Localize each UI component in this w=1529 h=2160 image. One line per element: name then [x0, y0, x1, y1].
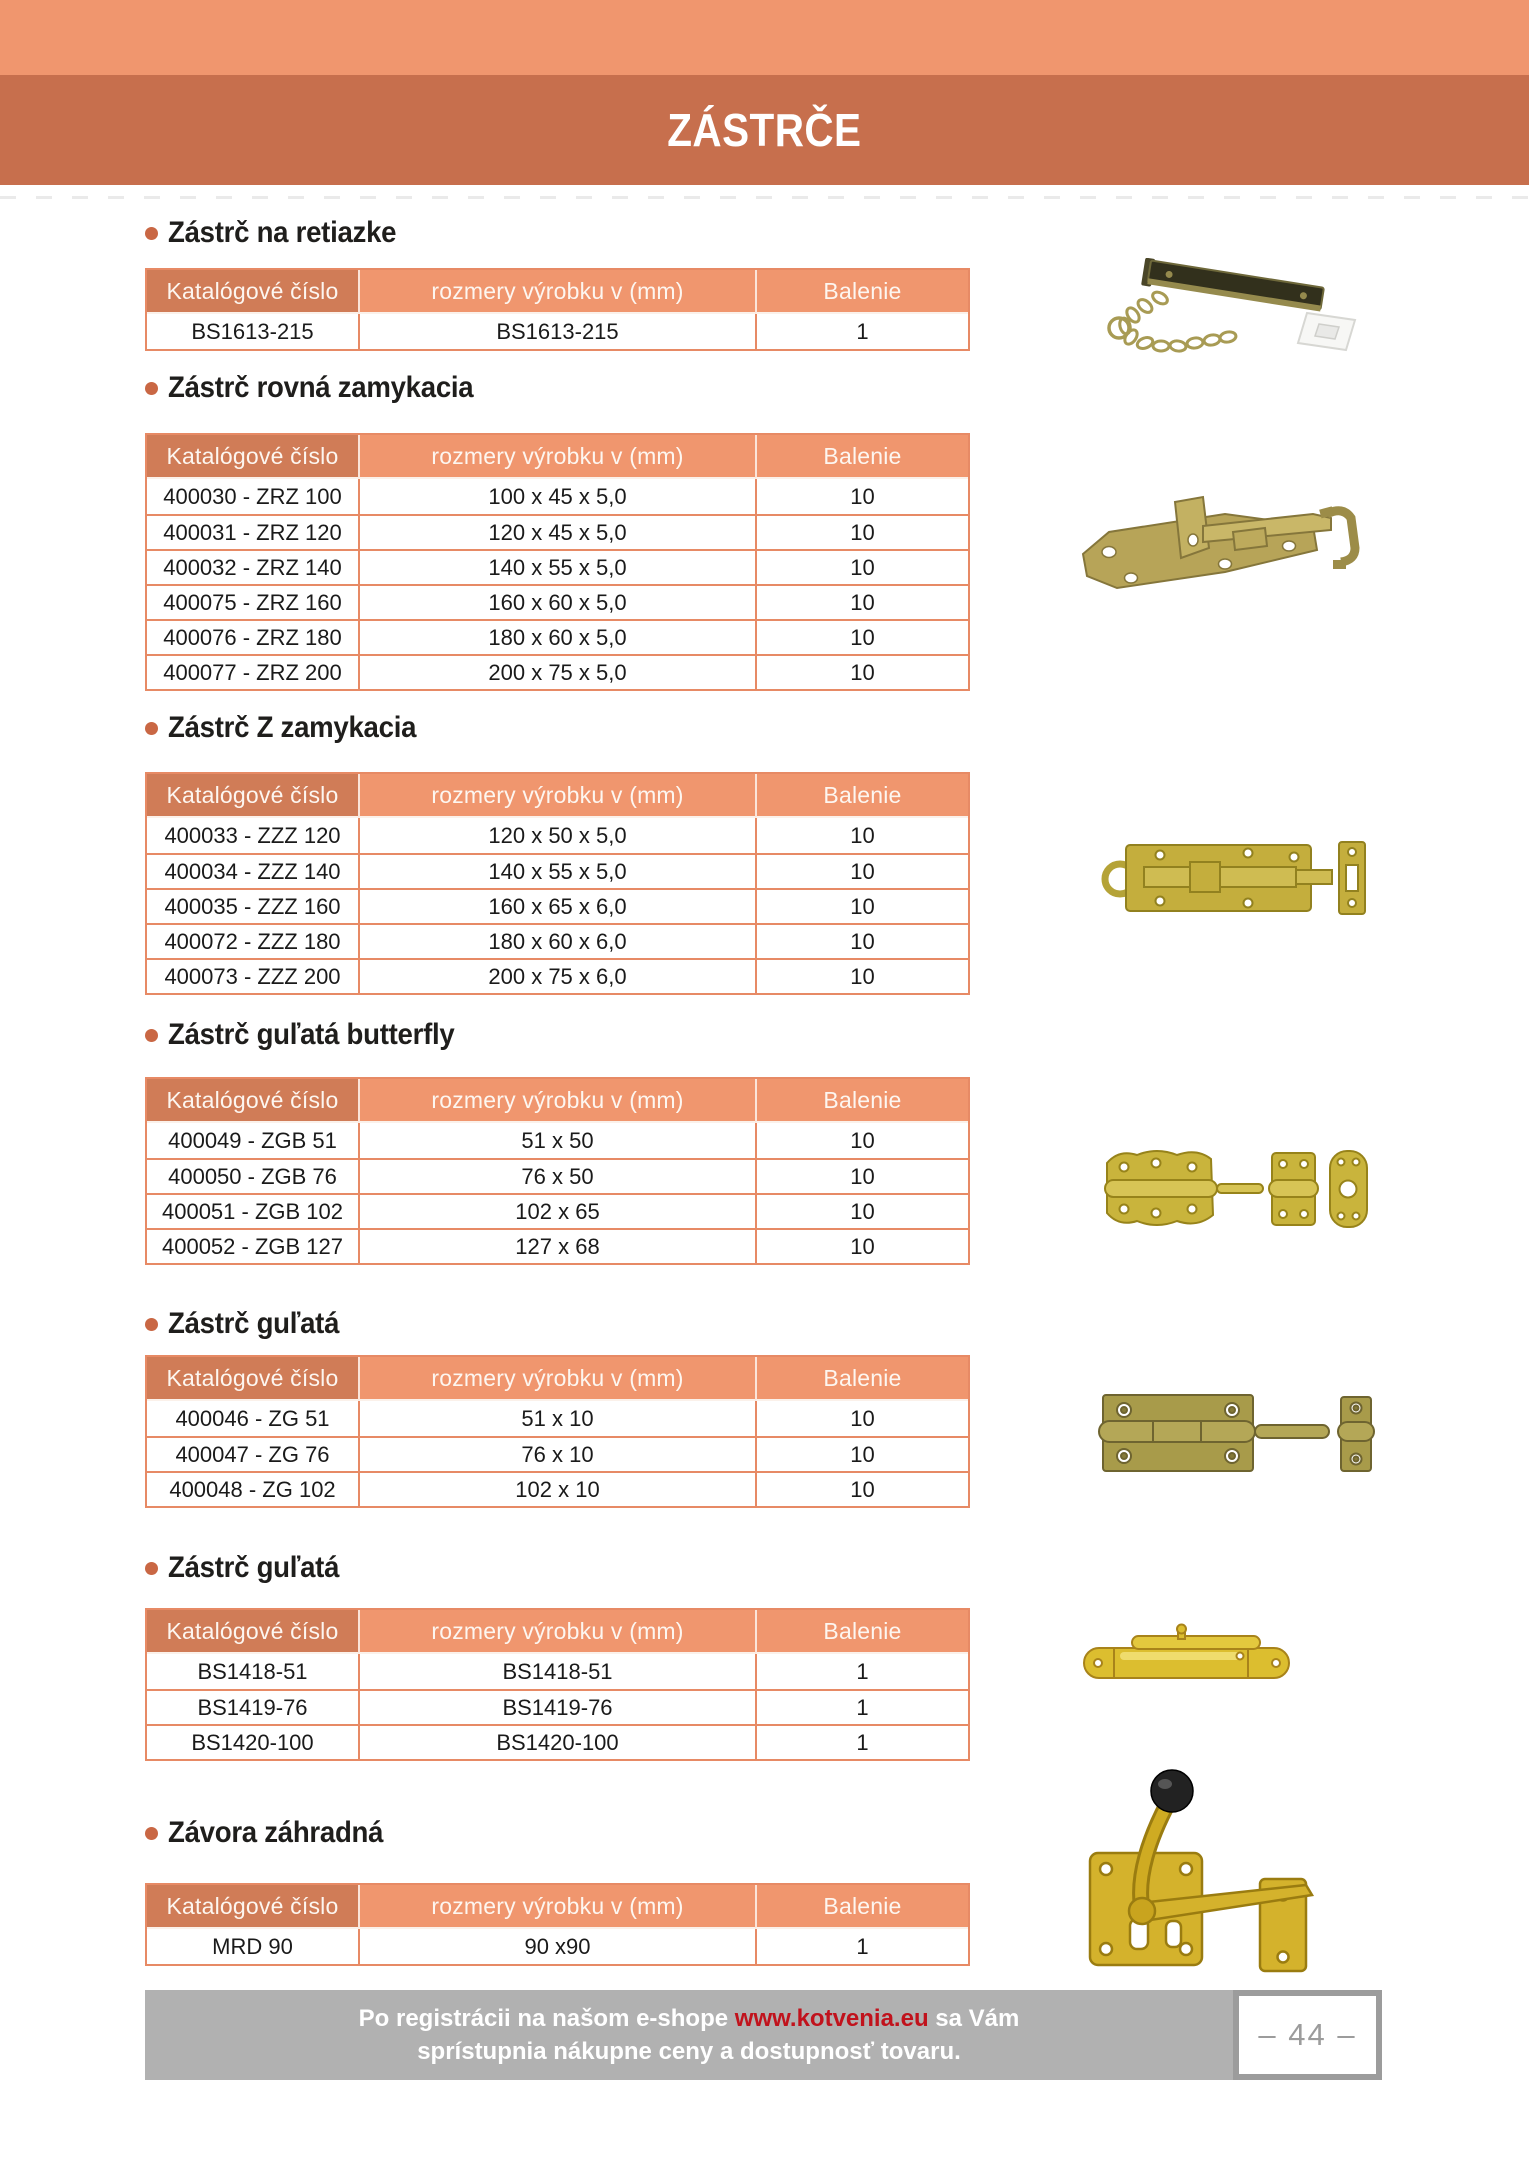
- table-header-row: [147, 1610, 968, 1654]
- table-header-packing: Balenie: [755, 1357, 968, 1401]
- footer-line-1: [145, 2002, 1233, 2035]
- bullet-icon: [145, 1029, 158, 1042]
- footer-text-before-link: Po registrácii na našom e-shope: [358, 2005, 735, 2032]
- section-heading: [145, 1016, 974, 1054]
- table-row: [147, 888, 968, 923]
- table-row: [147, 853, 968, 888]
- footer-line-2: sprístupnia nákupne ceny a dostupnosť tovaru.: [417, 2038, 961, 2065]
- product-table: [145, 1355, 970, 1508]
- cell-dimensions: 180 x 60 x 6,0: [358, 923, 755, 958]
- cell-dimensions: 51 x 10: [358, 1401, 755, 1436]
- table-row: [147, 1401, 968, 1436]
- section-heading-text: Závora záhradná: [168, 1816, 384, 1849]
- product-table: [145, 268, 970, 351]
- section-heading-text: Zástrč guľatá: [168, 1307, 340, 1340]
- bullet-icon: [145, 382, 158, 395]
- cell-catalog-number: 400073 - ZZZ 200: [147, 958, 358, 993]
- section-heading: [145, 1305, 974, 1343]
- table-row: [147, 514, 968, 549]
- cell-dimensions: BS1418-51: [358, 1654, 755, 1689]
- cell-packing: 1: [755, 1929, 968, 1964]
- table-row: [147, 1471, 968, 1506]
- cell-packing: 10: [755, 923, 968, 958]
- cell-catalog-number: 400075 - ZRZ 160: [147, 584, 358, 619]
- cell-packing: 10: [755, 514, 968, 549]
- table-header-catalog-number: Katalógové číslo: [147, 1357, 358, 1401]
- table-row: [147, 1228, 968, 1263]
- cell-catalog-number: 400077 - ZRZ 200: [147, 654, 358, 689]
- table-header-row: [147, 435, 968, 479]
- cell-packing: 10: [755, 654, 968, 689]
- table-header-packing: Balenie: [755, 435, 968, 479]
- chain-latch-photo-image: [1085, 258, 1370, 353]
- product-section: [145, 369, 974, 691]
- table-row: [147, 1689, 968, 1724]
- table-header-dimensions: rozmery výrobku v (mm): [358, 270, 755, 314]
- cell-catalog-number: 400033 - ZZZ 120: [147, 818, 358, 853]
- table-row: [147, 1436, 968, 1471]
- butterfly-round-latch-photo-image: [1093, 1143, 1368, 1233]
- table-header-packing: Balenie: [755, 1079, 968, 1123]
- product-photo-flat-locking-latch: [1075, 488, 1360, 595]
- cell-catalog-number: BS1420-100: [147, 1724, 358, 1759]
- product-section: [145, 1549, 974, 1761]
- table-header-packing: Balenie: [755, 774, 968, 818]
- table-row: [147, 1158, 968, 1193]
- table-header-packing: Balenie: [755, 1610, 968, 1654]
- cell-catalog-number: 400052 - ZGB 127: [147, 1228, 358, 1263]
- table-row: [147, 1654, 968, 1689]
- bullet-icon: [145, 722, 158, 735]
- cell-dimensions: 160 x 60 x 5,0: [358, 584, 755, 619]
- product-section: [145, 1814, 974, 1966]
- table-header-dimensions: rozmery výrobku v (mm): [358, 774, 755, 818]
- cell-catalog-number: 400034 - ZZZ 140: [147, 853, 358, 888]
- cell-dimensions: 76 x 10: [358, 1436, 755, 1471]
- cell-packing: 10: [755, 1193, 968, 1228]
- section-heading-text: Zástrč Z zamykacia: [168, 711, 417, 744]
- table-row: [147, 654, 968, 689]
- cell-dimensions: 90 x90: [358, 1929, 755, 1964]
- table-header-catalog-number: Katalógové číslo: [147, 435, 358, 479]
- cell-catalog-number: 400051 - ZGB 102: [147, 1193, 358, 1228]
- table-header-catalog-number: Katalógové číslo: [147, 774, 358, 818]
- product-table: [145, 433, 970, 691]
- cell-dimensions: 100 x 45 x 5,0: [358, 479, 755, 514]
- cell-packing: 10: [755, 1401, 968, 1436]
- cell-catalog-number: 400048 - ZG 102: [147, 1471, 358, 1506]
- cell-packing: 10: [755, 549, 968, 584]
- cell-dimensions: 120 x 50 x 5,0: [358, 818, 755, 853]
- table-row: [147, 1193, 968, 1228]
- product-table: [145, 1608, 970, 1761]
- section-heading-text: Zástrč rovná zamykacia: [168, 371, 474, 404]
- cell-packing: 10: [755, 584, 968, 619]
- cell-catalog-number: 400030 - ZRZ 100: [147, 479, 358, 514]
- cell-catalog-number: BS1418-51: [147, 1654, 358, 1689]
- section-heading: [145, 1549, 974, 1587]
- cell-packing: 10: [755, 1228, 968, 1263]
- table-row: [147, 584, 968, 619]
- table-row: [147, 314, 968, 349]
- table-row: [147, 1123, 968, 1158]
- cell-dimensions: BS1419-76: [358, 1689, 755, 1724]
- cell-catalog-number: 400072 - ZZZ 180: [147, 923, 358, 958]
- footer-text-after-link: sa Vám: [928, 2005, 1020, 2032]
- product-photo-chain-latch: [1085, 258, 1370, 353]
- cell-dimensions: 102 x 10: [358, 1471, 755, 1506]
- footer-website-link[interactable]: www.kotvenia.eu: [734, 2005, 929, 2032]
- table-header-row: [147, 1885, 968, 1929]
- table-row: [147, 549, 968, 584]
- table-header-dimensions: rozmery výrobku v (mm): [358, 1079, 755, 1123]
- cell-dimensions: 120 x 45 x 5,0: [358, 514, 755, 549]
- cell-dimensions: 200 x 75 x 6,0: [358, 958, 755, 993]
- table-header-dimensions: rozmery výrobku v (mm): [358, 1357, 755, 1401]
- table-row: [147, 958, 968, 993]
- cell-packing: 10: [755, 1158, 968, 1193]
- cell-catalog-number: BS1419-76: [147, 1689, 358, 1724]
- product-section: [145, 1016, 974, 1265]
- product-table: [145, 1883, 970, 1966]
- table-header-catalog-number: Katalógové číslo: [147, 1079, 358, 1123]
- section-heading-text: Zástrč na retiazke: [168, 216, 397, 249]
- table-row: [147, 1724, 968, 1759]
- cell-catalog-number: MRD 90: [147, 1929, 358, 1964]
- cell-packing: 10: [755, 619, 968, 654]
- top-band: [0, 0, 1529, 75]
- bullet-icon: [145, 1827, 158, 1840]
- product-section: [145, 1305, 974, 1508]
- cell-packing: 10: [755, 1123, 968, 1158]
- cell-packing: 10: [755, 853, 968, 888]
- table-row: [147, 619, 968, 654]
- cell-catalog-number: 400076 - ZRZ 180: [147, 619, 358, 654]
- product-photo-round-latch-bs: [1080, 1623, 1295, 1693]
- product-table: [145, 1077, 970, 1265]
- section-heading: [145, 1814, 974, 1852]
- page-title: ZÁSTRČE: [667, 104, 862, 156]
- cell-dimensions: 76 x 50: [358, 1158, 755, 1193]
- bullet-icon: [145, 227, 158, 240]
- cell-catalog-number: 400047 - ZG 76: [147, 1436, 358, 1471]
- round-latch-photo-image: [1095, 1391, 1375, 1477]
- title-banner: [0, 75, 1529, 185]
- cell-dimensions: 102 x 65: [358, 1193, 755, 1228]
- product-photo-butterfly-round-latch: [1093, 1143, 1368, 1233]
- z-locking-latch-photo-image: [1098, 833, 1368, 923]
- cell-dimensions: BS1613-215: [358, 314, 755, 349]
- table-header-row: [147, 1079, 968, 1123]
- section-heading: [145, 369, 974, 407]
- cell-packing: 1: [755, 314, 968, 349]
- table-row: [147, 1929, 968, 1964]
- cell-catalog-number: 400050 - ZGB 76: [147, 1158, 358, 1193]
- table-header-packing: Balenie: [755, 270, 968, 314]
- table-header-catalog-number: Katalógové číslo: [147, 1885, 358, 1929]
- bullet-icon: [145, 1562, 158, 1575]
- round-latch-bs-photo-image: [1080, 1623, 1295, 1693]
- table-row: [147, 923, 968, 958]
- section-heading-text: Zástrč guľatá butterfly: [168, 1018, 455, 1051]
- table-header-row: [147, 774, 968, 818]
- cell-packing: 1: [755, 1654, 968, 1689]
- cell-catalog-number: 400046 - ZG 51: [147, 1401, 358, 1436]
- table-header-dimensions: rozmery výrobku v (mm): [358, 1610, 755, 1654]
- table-row: [147, 479, 968, 514]
- cell-packing: 10: [755, 958, 968, 993]
- table-header-catalog-number: Katalógové číslo: [147, 270, 358, 314]
- footer-registration-note: [145, 1990, 1233, 2080]
- product-photo-z-locking-latch: [1098, 833, 1368, 923]
- page-number-box: [1233, 1990, 1382, 2080]
- table-header-row: [147, 270, 968, 314]
- cell-dimensions: 140 x 55 x 5,0: [358, 549, 755, 584]
- table-header-dimensions: rozmery výrobku v (mm): [358, 435, 755, 479]
- table-header-dimensions: rozmery výrobku v (mm): [358, 1885, 755, 1929]
- cell-catalog-number: 400031 - ZRZ 120: [147, 514, 358, 549]
- page-number: – 44 –: [1258, 2017, 1357, 2052]
- cell-packing: 1: [755, 1724, 968, 1759]
- bullet-icon: [145, 1318, 158, 1331]
- cell-dimensions: 180 x 60 x 5,0: [358, 619, 755, 654]
- cell-packing: 10: [755, 1471, 968, 1506]
- cell-catalog-number: BS1613-215: [147, 314, 358, 349]
- product-section: [145, 214, 974, 351]
- cell-dimensions: 160 x 65 x 6,0: [358, 888, 755, 923]
- table-header-packing: Balenie: [755, 1885, 968, 1929]
- product-table: [145, 772, 970, 995]
- section-heading: [145, 709, 974, 747]
- cell-packing: 10: [755, 479, 968, 514]
- cell-packing: 10: [755, 1436, 968, 1471]
- cell-dimensions: 51 x 50: [358, 1123, 755, 1158]
- cell-dimensions: 140 x 55 x 5,0: [358, 853, 755, 888]
- product-photo-round-latch: [1095, 1391, 1375, 1477]
- table-header-row: [147, 1357, 968, 1401]
- product-photo-garden-gate-latch: [1078, 1761, 1333, 1974]
- table-header-catalog-number: Katalógové číslo: [147, 1610, 358, 1654]
- cell-catalog-number: 400049 - ZGB 51: [147, 1123, 358, 1158]
- garden-gate-latch-photo-image: [1078, 1761, 1333, 1974]
- table-row: [147, 818, 968, 853]
- cell-dimensions: BS1420-100: [358, 1724, 755, 1759]
- cell-catalog-number: 400035 - ZZZ 160: [147, 888, 358, 923]
- cell-packing: 10: [755, 888, 968, 923]
- cell-catalog-number: 400032 - ZRZ 140: [147, 549, 358, 584]
- cell-packing: 1: [755, 1689, 968, 1724]
- cell-dimensions: 127 x 68: [358, 1228, 755, 1263]
- flat-locking-latch-photo-image: [1075, 488, 1360, 595]
- cell-dimensions: 200 x 75 x 5,0: [358, 654, 755, 689]
- cell-packing: 10: [755, 818, 968, 853]
- section-heading: [145, 214, 974, 252]
- product-section: [145, 709, 974, 995]
- section-heading-text: Zástrč guľatá: [168, 1551, 340, 1584]
- banner-divider: [0, 196, 1529, 199]
